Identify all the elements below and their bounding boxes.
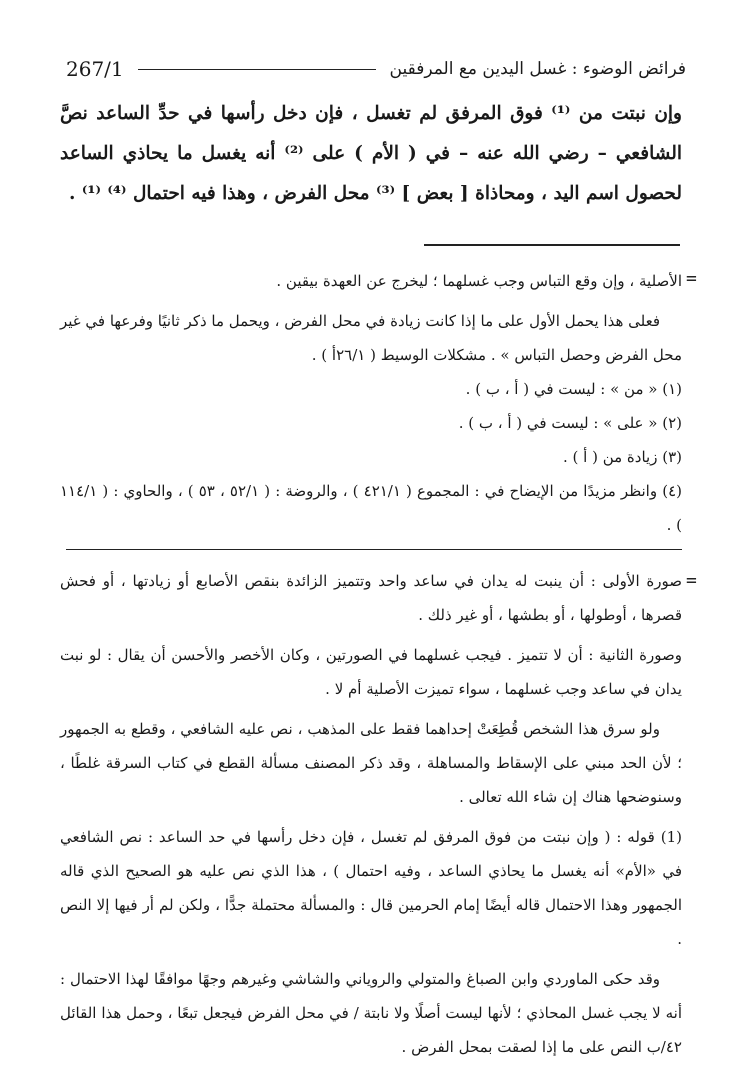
manuscript-folio-marker: ٤٢/ب bbox=[646, 1038, 682, 1056]
footnote-separator-rule bbox=[424, 244, 680, 246]
note-paragraph-1: صورة الأولى : أن ينبت له يدان في ساعد واحد وتتميز الزائدة بنقص الأصابع أو زيادتها ، أو فحش قصرها ، أوطولها ، أو بطشها ، أو غير ذلك . bbox=[60, 572, 682, 624]
footnote-item-4: (٤) وانظر مزيدًا من الإيضاح في : المجموع ( ٤٢١/١ ) ، والروضة : ( ٥٢/١ ، ٥٣ ) ، والحاوي : ( ١١٤/١ ) . bbox=[60, 482, 682, 534]
note-paragraph-5 bbox=[60, 962, 682, 1064]
page-header bbox=[66, 52, 686, 86]
section-separator-rule bbox=[66, 549, 682, 550]
footnote-paragraph: فعلى هذا يحمل الأول على ما إذا كانت زيادة في محل الفرض ، ويحمل ما ذكر ثانيًا وفرعها في غير محل الفرض وحصل التباس » . مشكلات الوسيط ( ٢٦/١أ ) . bbox=[60, 312, 682, 364]
footnotes-section-a bbox=[60, 264, 682, 542]
main-paragraph: وإن نبتت من ⁽¹⁾ فوق المرفق لم تغسل ، فإن دخل رأسها في حدِّ الساعد نصَّ الشافعي – رضي الله عنه – في ( الأم ) على ⁽²⁾ أنه يغسل ما يحاذي الساعد لحصول اسم اليد ، ومحاذاة [ بعض ] ⁽³⁾ محل الفرض ، وهذا فيه احتمال ⁽⁴⁾ ⁽¹⁾ . bbox=[60, 103, 682, 204]
note-paragraph-2: وصورة الثانية : أن لا تتميز . فيجب غسلهما في الصورتين ، وكان الأخصر والأحسن أن يقال : لو نبت يدان في ساعد وجب غسلهما ، سواء تميزت الأصلية أم لا . bbox=[60, 646, 682, 698]
footnote-continued-text: الأصلية ، وإن وقع التباس وجب غسلهما ؛ ليخرج عن العهدة بيقين . bbox=[276, 272, 682, 290]
footnote-item-1: (١) « من » : ليست في ( أ ، ب ) . bbox=[465, 380, 682, 398]
continuation-marker-b: = bbox=[686, 570, 697, 591]
note-paragraph-3: ولو سرق هذا الشخص قُطِعَتْ إحداهما فقط على المذهب ، نص عليه الشافعي ، وقطع به الجمهور ؛ لأن الحد مبني على الإسقاط والمساهلة ، وقد ذكر المصنف مسألة القطع في كتاب السرقة غلطًا ، وسنوضحها هناك إن شاء الله تعالى . bbox=[60, 720, 682, 806]
continuation-marker: = bbox=[686, 268, 697, 289]
main-text bbox=[60, 94, 682, 214]
header-rule bbox=[138, 69, 376, 70]
footnote-item-2: (٢) « على » : ليست في ( أ ، ب ) . bbox=[458, 414, 682, 432]
footnotes-section-b bbox=[60, 564, 682, 1064]
note-paragraph-5-end: النص على ما إذا لصقت بمحل الفرض . bbox=[401, 1038, 642, 1056]
note-paragraph-4: (1) قوله : ( وإن نبتت من فوق المرفق لم تغسل ، فإن دخل رأسها في حد الساعد : نص الشافعي في «الأم» أنه يغسل ما يحاذي الساعد ، وفيه احتمال ) ، هذا الذي نص عليه هو الصحيح الذي قاله الجمهور وهذا الاحتمال قاله أيضًا إمام الحرمين قال : والمسألة محتملة جدًّا ، ولكن لم أر فيها إلا النص . bbox=[60, 828, 682, 948]
note-paragraph-5-text: وقد حكى الماوردي وابن الصباغ والمتولي والروياني والشاشي وغيرهم وجهًا موافقًا لهذا الاحتمال : أنه لا يجب غسل المحاذي ؛ لأنها ليست أصلًا ولا نابتة / في محل الفرض فيجعل تبعًا ، وحمل هذا القائل bbox=[60, 970, 682, 1022]
footnote-item-3: (٣) زيادة من ( أ ) . bbox=[562, 448, 682, 466]
page-number: 267/1 bbox=[66, 57, 124, 81]
running-title: فرائض الوضوء : غسل اليدين مع المرفقين bbox=[389, 59, 686, 79]
